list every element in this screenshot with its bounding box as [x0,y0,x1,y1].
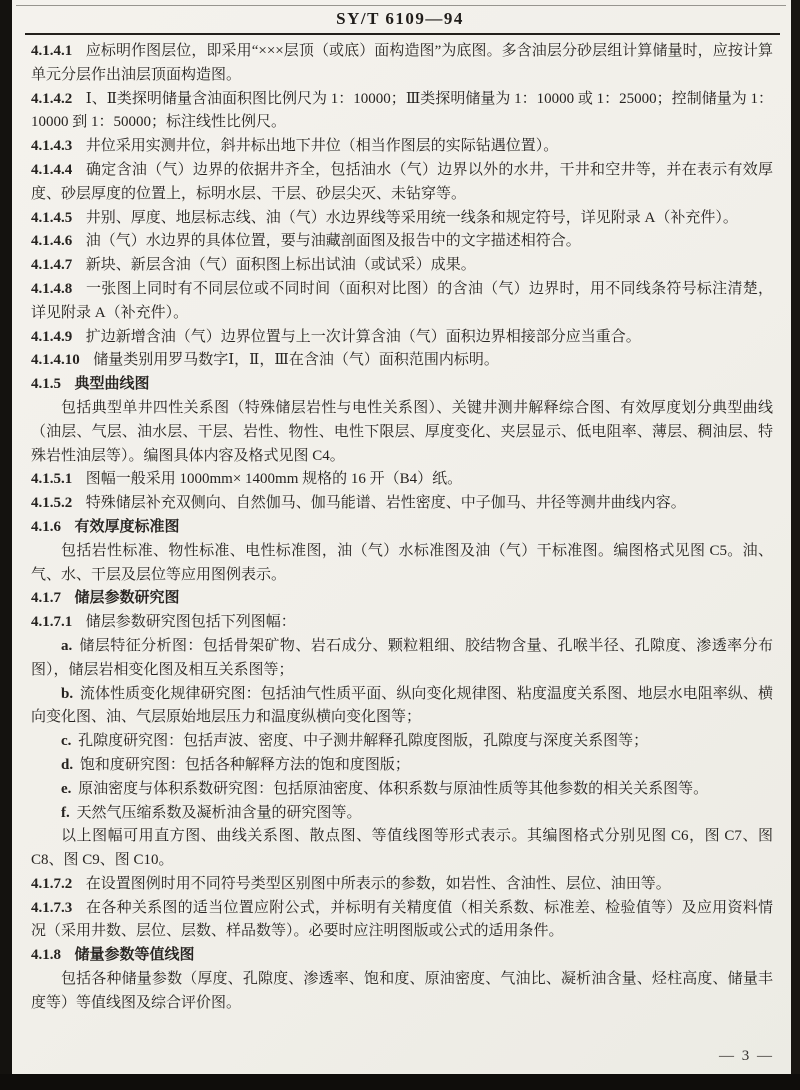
clause-number: 4.1.7.1 [31,614,73,631]
page-number: — 3 — [719,1048,774,1064]
clause-number: 4.1.5.1 [31,471,73,488]
clause-text: 储量类别用罗马数字Ⅰ，Ⅱ，Ⅲ在含油（气）面积范围内标明。 [93,352,499,369]
body-paragraph [31,397,773,468]
clause-paragraph [31,207,773,231]
clause-number: 4.1.5.2 [31,495,73,512]
clause-text: 图幅一般采用 1000mm× 1400mm 规格的 16 开（B4）纸。 [85,471,463,488]
clause-text: 井位采用实测井位，斜井标出地下井位（相当作图层的实际钻遇位置）。 [85,138,559,155]
paragraph-text: 包括各种储量参数（厚度、孔隙度、渗透率、饱和度、原油密度、气油比、凝析油含量、烃柱高度、储量丰度等）等值线图及综合评价图。 [31,971,773,1011]
list-item-letter: e. [61,780,72,797]
paragraph-text: 包括岩性标准、物性标准、电性标准图，油（气）水标准图及油（气）干标准图。编图格式见图 C5。油、气、水、干层及层位等应用图例表示。 [31,542,773,583]
section-number: 4.1.6 [31,518,61,535]
list-item-letter: c. [61,733,72,750]
body-paragraph [31,540,773,588]
clause-text: 在各种关系图的适当位置应附公式，并标明有关精度值（相关系数、标准差、检验值等）及应用资料情况（采用井数、层位、层数、样品数等）。必要时应注明图版或公式的适用条件。 [31,899,773,940]
clause-number: 4.1.4.5 [31,209,73,226]
list-item-text: 饱和度研究图：包括各种解释方法的饱和度图版； [79,756,410,773]
list-item-text: 储层特征分析图：包括骨架矿物、岩石成分、颗粒粗细、胶结物含量、孔喉半径、孔隙度、渗透率分布图），储层岩相变化图及相互关系图等； [31,637,773,678]
list-item-text: 孔隙度研究图：包括声波、密度、中子测井解释孔隙度图版，孔隙度与深度关系图等； [78,733,649,750]
clause-number: 4.1.4.7 [31,257,73,274]
section-heading [31,373,773,397]
list-item-letter: b. [61,685,74,702]
clause-paragraph [31,40,773,88]
list-item-letter: a. [61,637,73,654]
clause-number: 4.1.4.10 [31,352,80,369]
paragraph-text: 以上图幅可用直方图、曲线关系图、散点图、等值线图等形式表示。其编图格式分别见图 C6，图 C7、图 C8、图 C9、图 C10。 [31,828,773,869]
list-item [31,802,773,826]
clause-number: 4.1.7.3 [31,899,73,916]
clause-text: 应标明作图层位，即采用“×××层顶（或底）面构造图”为底图。多含油层分砂层组计算储量时，应按计算单元分层作出油层顶面构造图。 [31,43,773,83]
section-number: 4.1.8 [31,947,61,964]
section-number: 4.1.5 [31,376,61,393]
scan-edge-left [0,0,12,1090]
scan-edge-right [791,0,800,1090]
clause-paragraph [31,349,773,373]
clause-paragraph [31,873,773,897]
list-item-letter: d. [61,756,74,773]
clause-number: 4.1.7.2 [31,875,73,892]
clause-text: 确定含油（气）边界的依据井齐全，包括油水（气）边界以外的水井，干井和空井等，并在表示有效厚度、砂层厚度的位置上，标明水层、干层、砂层尖灭、未钻穿等。 [31,161,773,202]
clause-paragraph [31,135,773,159]
section-number: 4.1.7 [31,590,61,607]
list-item-text: 流体性质变化规律研究图：包括油气性质平面、纵向变化规律图、粘度温度关系图、地层水电阻率纵、横向变化图、油、气层原始地层压力和温度纵横向变化图等； [31,685,773,726]
clause-number: 4.1.4.3 [31,138,73,155]
list-item-letter: f. [61,804,70,821]
clause-paragraph [31,326,773,350]
body-paragraph [31,968,773,1016]
scan-top-line [16,5,786,6]
clause-number: 4.1.4.9 [31,328,73,345]
list-item [31,683,773,731]
clause-number: 4.1.4.2 [31,90,73,107]
list-item-text: 天然气压缩系数及凝析油含量的研究图等。 [76,804,362,821]
scan-edge-bottom [0,1074,800,1090]
section-heading [31,516,773,540]
standard-code-header: SY/T 6109—94 [336,9,464,28]
clause-text: 一张图上同时有不同层位或不同时间（面积对比图）的含油（气）边界时，用不同线条符号标注清楚，详见附录 A（补充件）。 [31,280,773,321]
list-item [31,754,773,778]
section-title: 典型曲线图 [74,376,150,393]
section-title: 储层参数研究图 [74,590,180,607]
clause-text: 扩边新增含油（气）边界位置与上一次计算含油（气）面积边界相接部分应当重合。 [85,328,641,345]
clause-paragraph [31,492,773,516]
clause-text: Ⅰ、Ⅱ类探明储量含油面积图比例尺为 1：10000；Ⅲ类探明储量为 1：10000 或 1：25000；控制储量为 1：10000 到 1：50000；标注线性比例尺。 [31,90,773,131]
header-rule [25,33,780,35]
clause-paragraph [31,159,773,207]
clause-text: 特殊储层补充双侧向、自然伽马、伽马能谱、岩性密度、中子伽马、井径等测井曲线内容。 [85,495,686,512]
clause-number: 4.1.4.1 [31,43,73,59]
clause-text: 新块、新层含油（气）面积图上标出试油（或试采）成果。 [85,257,476,274]
section-heading [31,944,773,968]
list-item [31,635,773,683]
clause-paragraph [31,88,773,136]
clause-number: 4.1.4.6 [31,233,73,250]
clause-text: 油（气）水边界的具体位置，要与油藏剖面图及报告中的文字描述相符合。 [85,233,581,250]
clause-paragraph [31,230,773,254]
section-title: 储量参数等值线图 [74,947,195,964]
list-item [31,730,773,754]
body-paragraph [31,825,773,873]
clause-paragraph [31,254,773,278]
document-body [31,40,773,1016]
clause-paragraph [31,468,773,492]
paragraph-text: 包括典型单井四性关系图（特殊储层岩性与电性关系图）、关键井测井解释综合图、有效厚度划分典型曲线（油层、气层、油水层、干层、岩性、物性、电性下限层、厚度变化、夹层显示、低电阻率、薄层、稠油层、特殊岩性油层等）。编图具体内容及格式见图 C4。 [31,399,773,464]
clause-paragraph [31,611,773,635]
clause-paragraph [31,278,773,326]
list-item [31,778,773,802]
clause-text: 在设置图例时用不同符号类型区别图中所表示的参数，如岩性、含油性、层位、油田等。 [85,875,671,892]
clause-text: 井别、厚度、地层标志线、油（气）水边界线等采用统一线条和规定符号，详见附录 A（补充件）。 [85,209,738,226]
clause-number: 4.1.4.4 [31,161,73,178]
section-title: 有效厚度标准图 [74,518,180,535]
clause-number: 4.1.4.8 [31,280,73,297]
section-heading [31,587,773,611]
clause-paragraph [31,897,773,945]
clause-text: 储层参数研究图包括下列图幅： [85,614,296,631]
list-item-text: 原油密度与体积系数研究图：包括原油密度、体积系数与原油性质等其他参数的相关关系图等。 [78,780,709,797]
